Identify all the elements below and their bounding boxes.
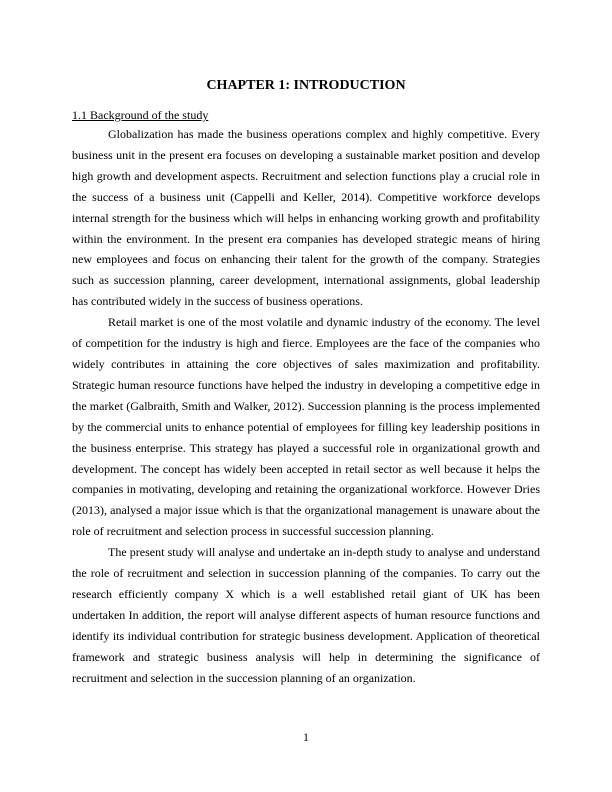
paragraph-present-study: The present study will analyse and undertake an in-depth study to analyse and understand the role of recruitment and selection in succession planning of the companies. To carry out the research efficiently company X which is a well established retail giant of UK has been undertaken In addition, the report will analyse different aspects of human resource functions and identify its individual contribution for strategic business development. Application of theoretical framework and strategic business analysis will help in determining the significance of recruitment and selection in the succession planning of an organization. bbox=[72, 545, 540, 685]
paragraph-globalization: Globalization has made the business operations complex and highly competitive. Every business unit in the present era focuses on developing a sustainable market position and develop high growth and development aspects. Recruitment and selection functions play a crucial role in the success of a business unit (Cappelli and Keller, 2014). Competitive workforce develops internal strength for the business which will helps in enhancing working growth and profitability within the environment. In the present era companies has developed strategic means of hiring new employees and focus on enhancing their talent for the growth of the company. Strategies such as succession planning, career development, international assignments, global leadership has contributed widely in the success of business operations. bbox=[72, 127, 540, 309]
page-number: 1 bbox=[303, 730, 309, 744]
section-heading: 1.1 Background of the study bbox=[72, 108, 209, 122]
chapter-title: CHAPTER 1: INTRODUCTION bbox=[206, 78, 406, 93]
paragraph-retail-market: Retail market is one of the most volatile and dynamic industry of the economy. The level of competition for the industry is high and fierce. Employees are the face of the companies who widely contributes in attaining the core objectives of sales maximization and profitability. Strategic human resource functions have helped the industry in developing a competitive edge in the market (Galbraith, Smith and Walker, 2012). Succession planning is the process implemented by the commercial units to enhance potential of employees for filling key leadership positions in the business enterprise. This strategy has played a successful role in organizational growth and development. The concept has widely been accepted in retail sector as well because it helps the companies in motivating, developing and retaining the organizational workforce. However Dries (2013), analysed a major issue which is that the organizational management is unaware about the role of recruitment and selection process in successful succession planning. bbox=[72, 315, 540, 539]
page-content bbox=[72, 76, 540, 688]
